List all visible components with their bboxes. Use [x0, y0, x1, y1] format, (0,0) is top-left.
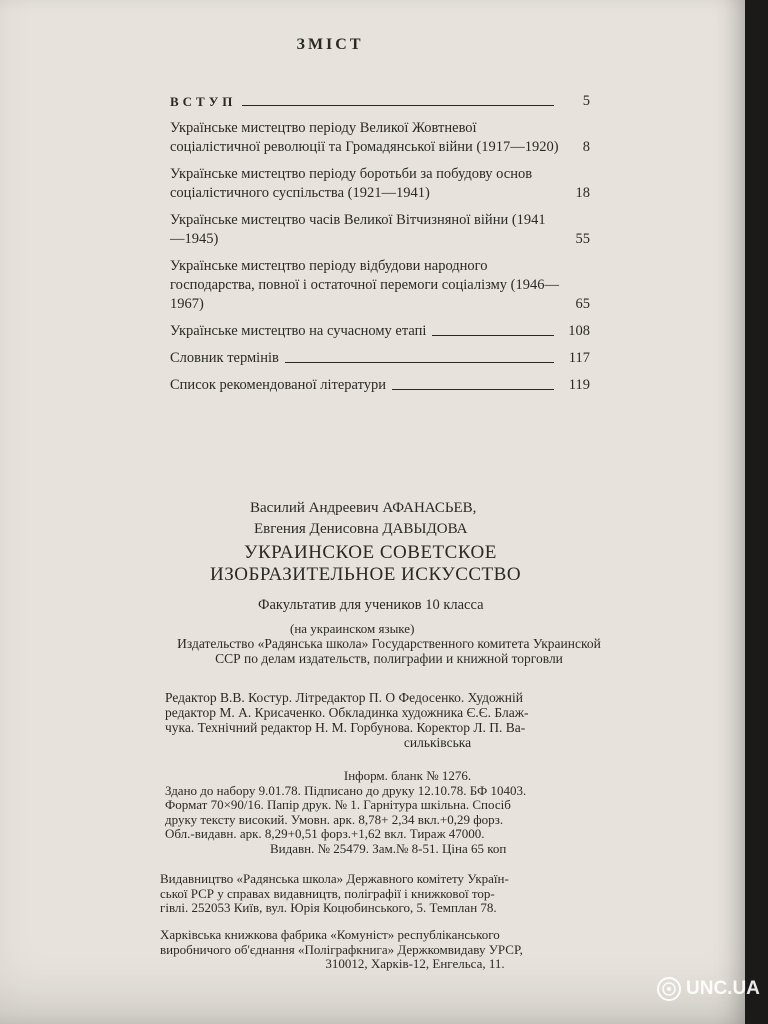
toc-page-number: 18	[575, 185, 590, 201]
language-note: (на украинском языке)	[290, 621, 415, 636]
toc-entry-text: Українське мистецтво часів Великої Вітчизняної війни (1941—1945)	[170, 212, 546, 247]
authors	[250, 498, 476, 540]
factory-line: 310012, Харків-12, Енгельса, 11.	[325, 956, 505, 971]
toc-entry	[170, 92, 590, 111]
tech-line: друку тексту високий. Умовн. арк. 8,78+ 2,34 вкл.+0,29 форз.	[165, 811, 504, 827]
watermark	[656, 970, 764, 1008]
watermark-text: UNC.UA	[686, 978, 760, 999]
toc-entry	[170, 211, 590, 249]
publisher-line: ської РСР у справах видавництв, поліграфії і книжкової тор-	[160, 885, 495, 901]
credits-line: Редактор В.В. Костур. Літредактор П. О Федосенко. Художній	[165, 690, 523, 705]
credits-line: чука. Технічний редактор Н. М. Горбунова. Коректор Л. П. Ва-	[165, 720, 526, 735]
tech-line: Інформ. бланк № 1276.	[343, 768, 472, 783]
book-title	[210, 542, 521, 586]
toc-entry	[170, 119, 590, 157]
tech-line: Формат 70×90/16. Папір друк. № 1. Гарнітура шкільна. Спосіб	[165, 797, 511, 812]
table-of-contents	[170, 92, 590, 403]
toc-entry	[170, 376, 590, 395]
tech-line: Видавн. № 25479. Зам.№ 8-51. Ціна 65 коп	[270, 840, 507, 856]
factory-line: виробничого об'єднання «Поліграфкнига» Держкомвидаву УРСР,	[160, 941, 523, 957]
toc-page-number: 119	[568, 377, 590, 393]
book-title-line: ИЗОБРАЗИТЕЛЬНОЕ ИСКУССТВО	[210, 564, 522, 585]
coin-logo-icon	[656, 976, 682, 1002]
toc-entry-text: Українське мистецтво періоду боротьби за побудову основ соціалістичного суспільства (1921—1941)	[170, 166, 533, 201]
toc-page-number: 65	[575, 296, 590, 312]
toc-entry-text: Українське мистецтво періоду Великої Жовтневої соціалістичної революції та Громадянської війни (1917—1920)	[170, 120, 559, 155]
toc-leader-line	[432, 335, 554, 336]
toc-leader-line	[392, 389, 554, 390]
tech-line: Здано до набору 9.01.78. Підписано до друку 12.10.78. БФ 10403.	[165, 782, 527, 798]
toc-entry	[170, 165, 590, 203]
toc-leader-line	[242, 105, 554, 106]
toc-page-number: 117	[568, 350, 590, 366]
editors-credits	[165, 690, 610, 750]
toc-entry-text: Українське мистецтво періоду відбудови народного господарства, повної і остаточної перемоги соціалізму (1946—1967)	[170, 258, 560, 312]
toc-page-number: 5	[582, 93, 590, 109]
book-title-line: УКРАИНСКОЕ СОВЕТСКОЕ	[244, 542, 497, 563]
tech-line: Обл.-видавн. арк. 8,29+0,51 форз.+1,62 вкл. Тираж 47000.	[165, 826, 485, 841]
publisher-line: Видавництво «Радянська школа» Державного комітету Україн-	[160, 871, 509, 886]
credits-line: редактор М. А. Крисаченко. Обкладинка художника Є.Є. Блаж-	[165, 705, 529, 720]
credits-line: сильківська	[403, 735, 472, 750]
toc-entry	[170, 257, 590, 314]
toc-page-number: 108	[568, 323, 590, 339]
toc-entry-text: ВСТУП	[170, 94, 237, 109]
factory-line: Харківська книжкова фабрика «Комуніст» республіканського	[160, 927, 500, 942]
author-name: Василий Андреевич АФАНАСЬЕВ,	[250, 500, 477, 516]
book-subtitle: Факультатив для учеников 10 класса	[258, 597, 484, 613]
toc-entry-text: Словник термінів	[170, 350, 279, 366]
publisher-ua	[160, 872, 610, 916]
toc-entry-text: Список рекомендованої літератури	[170, 377, 387, 393]
toc-entry	[170, 349, 590, 368]
toc-heading: ЗМІСТ	[296, 36, 364, 53]
toc-entry-text: Українське мистецтво на сучасному етапі	[170, 323, 427, 339]
toc-entry	[170, 322, 590, 341]
toc-leader-line	[285, 362, 554, 363]
publisher-ru: Издательство «Радянська школа» Государственного комитета Украинской ССР по делам издательств, полиграфии и книжной торговли	[177, 636, 601, 666]
toc-page-number: 8	[582, 139, 590, 155]
publisher-line: гівлі. 252053 Київ, вул. Юрія Коцюбинського, 5. Темплан 78.	[160, 900, 497, 915]
author-name: Евгения Денисовна ДАВЫДОВА	[254, 521, 468, 537]
toc-page-number: 55	[575, 231, 590, 247]
technical-info	[165, 769, 610, 856]
printing-factory	[160, 928, 610, 972]
